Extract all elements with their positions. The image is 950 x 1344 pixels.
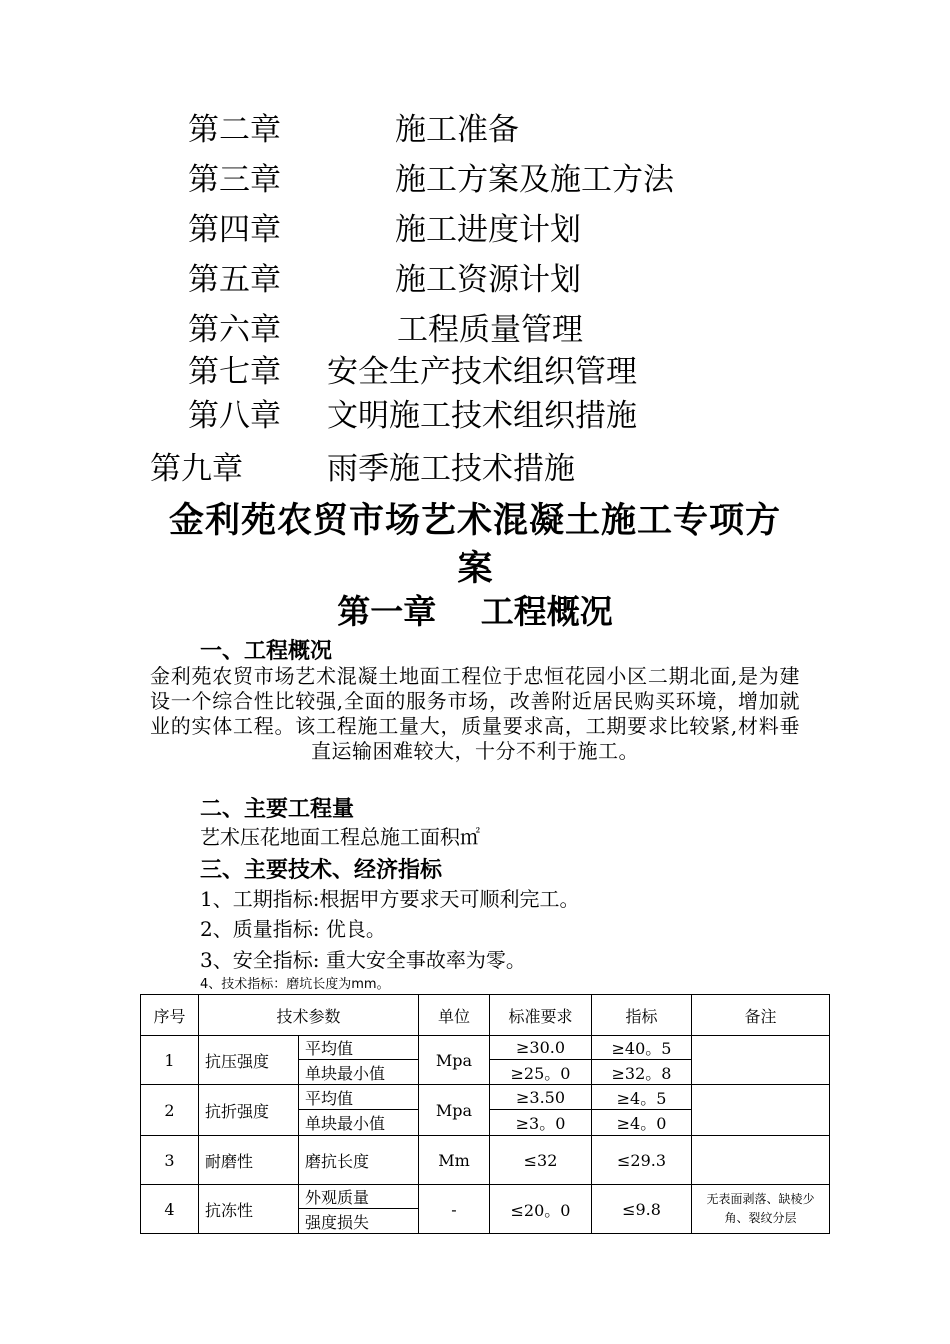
row-number: 3 bbox=[141, 1136, 199, 1185]
unit-cell: - bbox=[419, 1185, 490, 1234]
value-cell: ≥4。5 bbox=[592, 1085, 692, 1110]
standard-cell: ≥30.0 bbox=[490, 1036, 592, 1060]
toc-chapter-7 bbox=[188, 346, 281, 391]
value-cell: ≥4。0 bbox=[592, 1110, 692, 1136]
section-1-paragraph: 金利苑农贸市场艺术混凝土地面工程位于忠恒花园小区二期北面,是为建设一个综合性比较强,全面的服务市场，改善附近居民购买环境，增加就业的实体工程。该工程施工量大，质量要求高，工期要求比较紧,材料垂直运输困难较大，十分不利于施工。 bbox=[150, 664, 800, 763]
header-cell: 标准要求 bbox=[490, 995, 592, 1036]
row-number: 1 bbox=[141, 1036, 199, 1085]
standard-cell: ≥3.50 bbox=[490, 1085, 592, 1110]
chapter-one-heading: 第一章 工程概况 bbox=[337, 592, 613, 631]
note-cell bbox=[692, 1136, 830, 1185]
table-header-row bbox=[141, 995, 830, 1036]
table-row bbox=[141, 1036, 830, 1060]
toc-title-9: 雨季施工技术措施 bbox=[327, 451, 575, 487]
indicator-item-3: 3、安全指标: 重大安全事故率为零。 bbox=[200, 948, 526, 972]
toc-chapter-8 bbox=[188, 390, 281, 435]
table-row bbox=[141, 1136, 830, 1185]
document-title-line2: 案 bbox=[457, 549, 493, 589]
value-cell: ≥32。8 bbox=[592, 1060, 692, 1085]
row-number: 2 bbox=[141, 1085, 199, 1136]
section-2-text: 艺术压花地面工程总施工面积㎡ bbox=[200, 825, 480, 849]
technical-indicators-table bbox=[140, 994, 830, 1234]
param-cell: 抗冻性 bbox=[199, 1185, 299, 1234]
toc-chapter-label: 第二章 bbox=[188, 112, 281, 148]
toc-chapter-label: 第六章 bbox=[188, 312, 281, 348]
toc-chapter-9 bbox=[150, 443, 243, 488]
header-cell: 备注 bbox=[692, 995, 830, 1036]
table-row bbox=[141, 1185, 830, 1209]
value-cell: ≤29.3 bbox=[592, 1136, 692, 1185]
toc-chapter-label: 第三章 bbox=[188, 162, 281, 198]
unit-cell: Mm bbox=[419, 1136, 490, 1185]
toc-title-4: 施工进度计划 bbox=[395, 212, 581, 248]
sub-param-cell: 外观质量 bbox=[299, 1185, 419, 1209]
toc-title-2: 施工准备 bbox=[395, 112, 519, 148]
toc-chapter-label: 第五章 bbox=[188, 262, 281, 298]
section-2-heading: 二、主要工程量 bbox=[200, 797, 355, 822]
row-number: 4 bbox=[141, 1185, 199, 1234]
standard-cell: ≤32 bbox=[490, 1136, 592, 1185]
toc-chapter-6 bbox=[188, 304, 281, 349]
toc-chapter-4 bbox=[188, 204, 281, 249]
toc-title-8: 文明施工技术组织措施 bbox=[327, 398, 637, 434]
indicator-item-1: 1、工期指标:根据甲方要求天可顺利完工。 bbox=[200, 887, 580, 911]
standard-cell: ≥25。0 bbox=[490, 1060, 592, 1085]
toc-chapter-2 bbox=[188, 104, 281, 149]
sub-param-cell: 单块最小值 bbox=[299, 1060, 419, 1085]
note-cell: 无表面剥落、缺棱少角、裂纹分层 bbox=[692, 1185, 830, 1234]
toc-chapter-label: 第七章 bbox=[188, 354, 281, 390]
table-row bbox=[141, 1085, 830, 1110]
unit-cell: Mpa bbox=[419, 1085, 490, 1136]
header-cell: 序号 bbox=[141, 995, 199, 1036]
toc-title-6: 工程质量管理 bbox=[397, 312, 583, 348]
toc-chapter-label: 第八章 bbox=[188, 398, 281, 434]
param-cell: 抗压强度 bbox=[199, 1036, 299, 1085]
document-title-line1: 金利苑农贸市场艺术混凝土施工专项方 bbox=[168, 501, 781, 541]
toc-chapter-label: 第四章 bbox=[188, 212, 281, 248]
param-cell: 耐磨性 bbox=[199, 1136, 299, 1185]
toc-title-5: 施工资源计划 bbox=[395, 262, 581, 298]
section-3-heading: 三、主要技术、经济指标 bbox=[200, 858, 443, 883]
standard-cell: ≥3。0 bbox=[490, 1110, 592, 1136]
header-cell: 指标 bbox=[592, 995, 692, 1036]
toc-chapter-label: 第九章 bbox=[150, 451, 243, 487]
unit-cell: Mpa bbox=[419, 1036, 490, 1085]
param-cell: 抗折强度 bbox=[199, 1085, 299, 1136]
header-cell: 技术参数 bbox=[199, 995, 419, 1036]
sub-param-cell: 单块最小值 bbox=[299, 1110, 419, 1136]
sub-param-cell: 强度损失 bbox=[299, 1209, 419, 1234]
sub-param-cell: 平均值 bbox=[299, 1085, 419, 1110]
section-1-heading: 一、工程概况 bbox=[200, 639, 333, 664]
indicator-item-2: 2、质量指标: 优良。 bbox=[200, 917, 386, 941]
header-cell: 单位 bbox=[419, 995, 490, 1036]
value-cell: ≤9.8 bbox=[592, 1185, 692, 1234]
note-cell bbox=[692, 1036, 830, 1085]
toc-title-3: 施工方案及施工方法 bbox=[395, 162, 674, 198]
note-cell bbox=[692, 1085, 830, 1136]
standard-cell: ≤20。0 bbox=[490, 1185, 592, 1234]
indicator-item-4: 4、技术指标：磨坑长度为mm。 bbox=[200, 977, 390, 992]
toc-chapter-3 bbox=[188, 154, 281, 199]
sub-param-cell: 平均值 bbox=[299, 1036, 419, 1060]
toc-title-7: 安全生产技术组织管理 bbox=[327, 354, 637, 390]
sub-param-cell: 磨抗长度 bbox=[299, 1136, 419, 1185]
value-cell: ≥40。5 bbox=[592, 1036, 692, 1060]
toc-chapter-5 bbox=[188, 254, 281, 299]
